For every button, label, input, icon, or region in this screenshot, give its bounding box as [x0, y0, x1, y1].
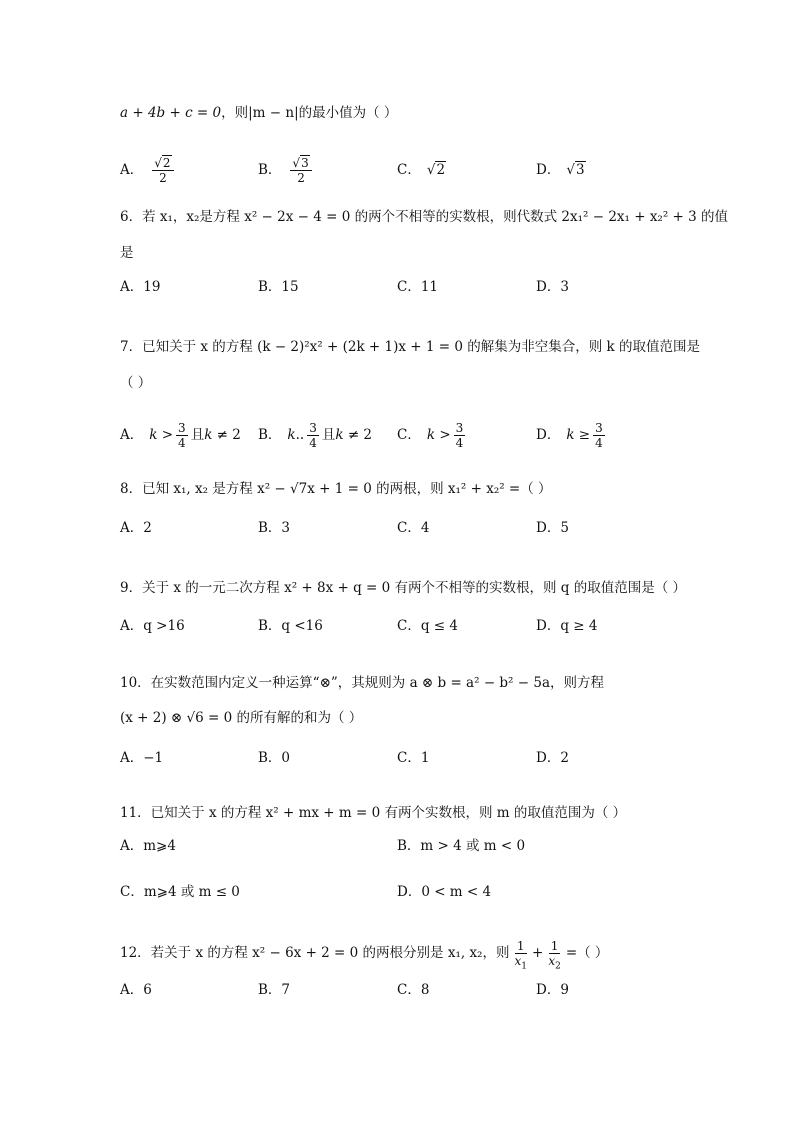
- q6-option-c: C．11: [397, 279, 439, 295]
- q9-option-d: D．q ≥ 4: [536, 618, 598, 634]
- q7-options: [0, 418, 794, 452]
- q5-b-frac: $\frac{√3}{2}$: [290, 156, 311, 185]
- q11-option-b: B．m > 4 或 m < 0: [397, 838, 526, 854]
- q10-option-b: B．0: [258, 750, 291, 766]
- q6-option-d: D．3: [536, 279, 569, 295]
- q10-stem-line1: 10．在实数范围内定义一种运算“⊗”，其规则为 a ⊗ b = a² − b² − 5a，则方程: [120, 675, 605, 691]
- q6-stem-line1: 6．若 x₁，x₂是方程 x² − 2x − 4 = 0 的两个不相等的实数根，则代数式 2x₁² − 2x₁ + x₂² + 3 的值: [120, 209, 729, 225]
- q11-option-c: C．m⩾4 或 m ≤ 0: [120, 884, 240, 900]
- q10-option-a: A．−1: [120, 750, 164, 766]
- q11-option-a: A．m⩾4: [120, 838, 176, 854]
- q12-stem-post: =（ ）: [565, 945, 609, 961]
- q7-option-b: B． k .. $\frac{3}{4}$ 且 k ≠ 2: [258, 420, 373, 450]
- q12-frac-1: $\frac{1}{x_1}$: [514, 938, 527, 971]
- q11-stem: 11．已知关于 x 的方程 x² + mx + m = 0 有两个实数根，则 m 的取值范围为（ ）: [120, 805, 627, 821]
- q12-option-b: B．7: [258, 982, 291, 998]
- q12-option-d: D．9: [536, 982, 569, 998]
- q12-frac-2: $\frac{1}{x_2}$: [548, 938, 561, 971]
- q6-stem-line2: 是: [120, 245, 134, 261]
- q12-option-a: A．6: [120, 982, 152, 998]
- q5-option-c: C． √2: [397, 162, 446, 178]
- q12-stem-pre: 12．若关于 x 的方程 x² − 6x + 2 = 0 的两根分别是 x₁, x₂，则: [120, 945, 510, 961]
- q5-stem-tail: ，则|m − n|的最小值为（ ）: [221, 105, 398, 121]
- q10-option-d: D．2: [536, 750, 569, 766]
- q9-stem: 9．关于 x 的一元二次方程 x² + 8x + q = 0 有两个不相等的实数根，则 q 的取值范围是（ ）: [120, 580, 687, 596]
- q5-option-d: D． √3: [536, 162, 585, 178]
- q5-option-b: B． $\frac{√3}{2}$: [258, 156, 315, 185]
- q12-stem: 12．若关于 x 的方程 x² − 6x + 2 = 0 的两根分别是 x₁, x₂，则 $\frac{1}{x_1}$ + $\frac{1}{x_2}$ =（ ）: [120, 938, 609, 971]
- q6-option-a: A．19: [120, 279, 161, 295]
- q5-stem: [120, 103, 397, 123]
- q7-option-c: C． k > $\frac{3}{4}$: [397, 420, 464, 450]
- q7-option-a: A． k > $\frac{3}{4}$ 且 k ≠ 2: [120, 420, 241, 450]
- q8-option-c: C．4: [397, 520, 430, 536]
- q8-option-b: B．3: [258, 520, 291, 536]
- q6-option-b: B．15: [258, 279, 299, 295]
- q7-option-d: D． k ≥ $\frac{3}{4}$: [536, 420, 603, 450]
- q5-options: [0, 150, 794, 190]
- q5-a-frac: $\frac{√2}{2}$: [152, 156, 173, 185]
- q5-option-a: A． $\frac{√2}{2}$: [120, 156, 177, 185]
- q5-formula: a + 4b + c = 0: [120, 105, 222, 121]
- q7-stem-line2: （ ）: [120, 375, 152, 391]
- q7-stem-line1: 7．已知关于 x 的方程 (k − 2)²x² + (2k + 1)x + 1 = 0 的解集为非空集合，则 k 的取值范围是: [120, 339, 701, 355]
- q8-option-d: D．5: [536, 520, 569, 536]
- q9-option-a: A．q >16: [120, 618, 185, 634]
- q11-option-d: D．0 < m < 4: [397, 884, 492, 900]
- q12-option-c: C．8: [397, 982, 430, 998]
- q8-option-a: A．2: [120, 520, 152, 536]
- q10-stem-line2: (x + 2) ⊗ √6 = 0 的所有解的和为（ ）: [120, 710, 363, 726]
- q8-stem: 8．已知 x₁, x₂ 是方程 x² − √7x + 1 = 0 的两根，则 x₁² + x₂² =（ ）: [120, 481, 552, 497]
- q9-option-b: B．q <16: [258, 618, 323, 634]
- q9-option-c: C．q ≤ 4: [397, 618, 458, 634]
- q10-option-c: C．1: [397, 750, 430, 766]
